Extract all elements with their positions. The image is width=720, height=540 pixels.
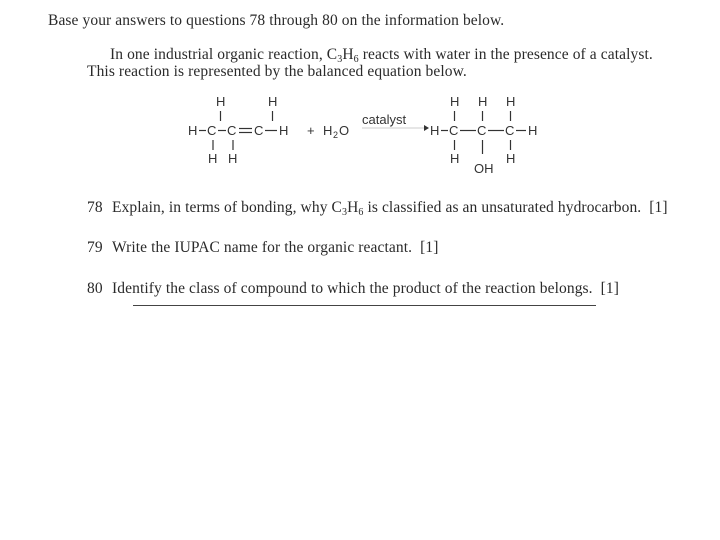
atom-h: H [279,123,289,138]
atom-h: H [430,123,440,138]
points-label: [1] [600,280,620,297]
atom-h: H [506,151,516,166]
svg-text:H: H [323,123,333,138]
instructions-header: Base your answers to questions 78 through 80 on the information below. [48,12,505,29]
atom-h: H [450,151,460,166]
intro-line-2: This reaction is represented by the balanced equation below. [87,63,467,80]
svg-text:2: 2 [333,130,339,140]
atom-c: C [254,123,264,138]
atom-c: C [477,123,487,138]
svg-text:O: O [339,123,350,138]
atom-c: C [227,123,237,138]
water-formula [323,123,349,140]
arrow-head [424,125,429,131]
atom-h: H [528,123,538,138]
atom-h: H [228,151,238,166]
atom-h: H [216,94,226,109]
points-label: [1] [420,239,439,256]
product-structure [430,94,537,176]
atom-h: H [506,94,516,109]
points-label: [1] [649,199,668,216]
atom-h: H [478,94,488,109]
atom-c: C [207,123,217,138]
atom-h: H [450,94,460,109]
reactant-structure [188,94,288,166]
question-number: 78 [87,199,103,216]
question-79: 79 Write the IUPAC name for the organic reactant. [1] [87,239,439,256]
atom-c: C [449,123,459,138]
plus-sign: + [307,123,315,138]
atom-c: C [505,123,515,138]
question-78: 78 Explain, in terms of bonding, why $C_3H_6$ is classified as an unsaturated hydrocarbon. [1] [87,199,668,218]
question-number: 80 [87,280,103,297]
hydroxyl-group: OH [474,161,494,176]
answer-line[interactable] [133,305,596,306]
catalyst-label: catalyst [362,112,407,127]
atom-h: H [188,123,198,138]
question-80: 80 Identify the class of compound to which the product of the reaction belongs. [1] [87,280,620,297]
atom-h: H [268,94,278,109]
question-number: 79 [87,239,103,256]
reaction-equation [180,88,560,188]
atom-h: H [208,151,218,166]
intro-line-1: In one industrial organic reaction, $C_3H_6$ reacts with water in the presence of a catalyst. [110,46,653,65]
